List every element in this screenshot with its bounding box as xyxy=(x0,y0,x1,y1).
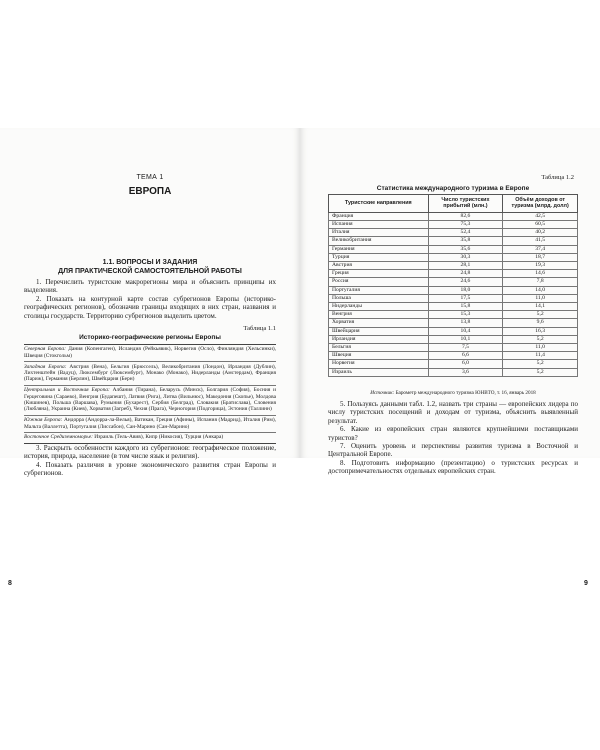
receipts-cell: 19,3 xyxy=(503,262,578,270)
table-row xyxy=(329,360,578,368)
arrivals-cell: 7,5 xyxy=(428,344,503,352)
table-caption: Таблица 1.2 xyxy=(541,174,574,181)
page-number-right: 9 xyxy=(584,580,588,587)
section-heading-line2: ДЛЯ ПРАКТИЧЕСКОЙ САМОСТОЯТЕЛЬНОЙ РАБОТЫ xyxy=(58,268,242,275)
table-row xyxy=(329,253,578,261)
receipts-cell: 5,2 xyxy=(503,360,578,368)
table-header-row xyxy=(329,195,578,213)
regions-table xyxy=(24,344,276,444)
receipts-cell: 18,7 xyxy=(503,253,578,261)
region-countries: Австрия (Вена), Бельгия (Брюссель), Великобритания (Лондон), Ирландия (Дублин), Лихтенштейн (Вадуц), Люксембург (Люксембург), Монако (Монако), Нидерланды (Амстердам), Франция (Париж), Германия (Берлин), Швейцария (Берн) xyxy=(24,363,276,383)
arrivals-cell: 15,3 xyxy=(428,311,503,319)
column-header: Объём доходов от туризма (млрд. долл) xyxy=(503,195,578,213)
receipts-cell: 41,5 xyxy=(503,237,578,245)
country-cell: Бельгия xyxy=(329,344,429,352)
arrivals-cell: 30,3 xyxy=(428,253,503,261)
arrivals-cell: 13,8 xyxy=(428,319,503,327)
table-row xyxy=(329,327,578,335)
table-row xyxy=(329,311,578,319)
arrivals-cell: 18,0 xyxy=(428,286,503,294)
task-paragraph: 8. Подготовить информацию (презентацию) о туристских ресурсах и достопримечательностях отдельных европейских стран. xyxy=(328,458,578,476)
country-cell: Россия xyxy=(329,278,429,286)
table-row xyxy=(329,270,578,278)
table-row xyxy=(329,212,578,220)
receipts-cell: 16,3 xyxy=(503,327,578,335)
source-text: Барометр международного туризма ЮНВТО, т. 16, январь 2018 xyxy=(394,390,536,396)
table-row xyxy=(329,221,578,229)
receipts-cell: 5,2 xyxy=(503,335,578,343)
tasks-after xyxy=(24,444,276,478)
task-paragraph: 3. Раскрыть особенности каждого из субрегионов: географическое положение, история, природа, население (в том числе язык и религия). xyxy=(24,444,276,461)
table-row xyxy=(329,335,578,343)
table-row xyxy=(329,344,578,352)
country-cell: Швеция xyxy=(329,352,429,360)
region-name: Центральная и Восточная Европа: xyxy=(24,387,110,394)
task-paragraph: 7. Оценить уровень и перспективы развития туризма в Восточной и Центральной Европе. xyxy=(328,442,578,459)
arrivals-cell: 17,5 xyxy=(428,294,503,302)
receipts-cell: 60,5 xyxy=(503,221,578,229)
region-name: Южная Европа: xyxy=(24,417,63,424)
table-row xyxy=(329,229,578,237)
arrivals-cell: 6,0 xyxy=(428,360,503,368)
table-row xyxy=(329,368,578,376)
book-spread xyxy=(0,128,600,478)
receipts-cell: 5,2 xyxy=(503,311,578,319)
country-cell: Греция xyxy=(329,270,429,278)
arrivals-cell: 24,6 xyxy=(428,278,503,286)
region-row xyxy=(24,433,276,443)
receipts-cell: 40,2 xyxy=(503,229,578,237)
region-row xyxy=(24,362,276,386)
arrivals-cell: 75,3 xyxy=(428,221,503,229)
task-paragraph: 5. Пользуясь данными табл. 1.2, назвать три страны — европейских лидера по числу туристских посещений и доходам от туризма, объяснить выявленный результат. xyxy=(328,400,578,425)
receipts-cell: 14,0 xyxy=(503,286,578,294)
tasks-right xyxy=(328,400,578,476)
region-row xyxy=(24,345,276,362)
table-row xyxy=(329,278,578,286)
task-paragraph: 6. Какие из европейских стран являются крупнейшими поставщиками туристов? xyxy=(328,425,578,442)
table-row xyxy=(329,237,578,245)
arrivals-cell: 15,8 xyxy=(428,303,503,311)
country-cell: Хорватия xyxy=(329,319,429,327)
table-source xyxy=(328,390,578,396)
receipts-cell: 42,5 xyxy=(503,212,578,220)
tasks-before xyxy=(24,278,276,320)
table-title: Статистика международного туризма в Европе xyxy=(376,185,530,192)
country-cell: Великобритания xyxy=(329,237,429,245)
table-row xyxy=(329,303,578,311)
arrivals-cell: 52,4 xyxy=(428,229,503,237)
task-paragraph: 1. Перечислить туристские макрорегионы мира и объяснить принципы их выделения. xyxy=(24,278,276,295)
receipts-cell: 37,4 xyxy=(503,245,578,253)
receipts-cell: 14,1 xyxy=(503,303,578,311)
country-cell: Турция xyxy=(329,253,429,261)
country-cell: Нидерланды xyxy=(329,303,429,311)
country-cell: Израиль xyxy=(329,368,429,376)
arrivals-cell: 35,6 xyxy=(428,245,503,253)
source-label: Источник: xyxy=(370,390,395,396)
table-caption: Таблица 1.1 xyxy=(243,325,276,332)
page-number-left: 8 xyxy=(8,580,12,587)
theme-title: ЕВРОПА xyxy=(128,186,172,197)
region-countries: Дания (Копенгаген), Исландия (Рейкьявик), Норвегия (Осло), Финляндия (Хельсинки), Швеция (Стокгольм) xyxy=(24,346,276,359)
region-name: Западная Европа: xyxy=(24,363,67,370)
country-cell: Венгрия xyxy=(329,311,429,319)
section-heading xyxy=(24,258,276,276)
receipts-cell: 11,4 xyxy=(503,352,578,360)
arrivals-cell: 24,8 xyxy=(428,270,503,278)
region-row xyxy=(24,416,276,433)
country-cell: Италия xyxy=(329,229,429,237)
table-title: Историко-географические регионы Европы xyxy=(79,334,221,341)
country-cell: Франция xyxy=(329,212,429,220)
receipts-cell: 14,6 xyxy=(503,270,578,278)
region-row xyxy=(24,386,276,416)
table-row xyxy=(329,319,578,327)
region-name: Восточное Средиземноморье: xyxy=(24,434,93,441)
arrivals-cell: 35,8 xyxy=(428,237,503,245)
region-countries: Андорра (Андорра-ла-Велья), Ватикан, Греция (Афины), Испания (Мадрид), Италия (Рим), Мальта (Валлетта), Португалия (Лиссабон), Сан-Марино (Сан-Марино) xyxy=(24,417,276,430)
task-paragraph: 4. Показать различия в уровне экономического развития стран Европы и субрегионов. xyxy=(24,460,276,478)
theme-number: ТЕМА 1 xyxy=(136,174,164,181)
region-countries: Албания (Тирана), Беларусь (Минск), Болгария (София), Босния и Герцеговина (Сараево), Венгрия (Будапешт), Латвия (Рига), Литва (Вильнюс), Македония (Скопье), Молдова (Кишинев), Польша (Варшава), Румыния (Бухарест), Сербия (Белград), Словакия (Братислава), Словения (Любляна), Украина (Киев), Хорватия (Загреб), Чехия (Прага), Черногория (Подгорица), Эстония (Таллинн) xyxy=(24,387,276,413)
arrivals-cell: 82,6 xyxy=(428,212,503,220)
section-heading-line1: 1.1. ВОПРОСЫ И ЗАДАНИЯ xyxy=(102,259,198,266)
arrivals-cell: 6,6 xyxy=(428,352,503,360)
receipts-cell: 5,2 xyxy=(503,368,578,376)
country-cell: Польша xyxy=(329,294,429,302)
arrivals-cell: 10,1 xyxy=(428,335,503,343)
country-cell: Португалия xyxy=(329,286,429,294)
receipts-cell: 11,0 xyxy=(503,294,578,302)
table-row xyxy=(329,352,578,360)
country-cell: Германия xyxy=(329,245,429,253)
region-countries: Израиль (Тель-Авив), Кипр (Никосия), Турция (Анкара) xyxy=(92,434,224,441)
receipts-cell: 9,6 xyxy=(503,319,578,327)
arrivals-cell: 28,1 xyxy=(428,262,503,270)
receipts-cell: 7,8 xyxy=(503,278,578,286)
arrivals-cell: 10,4 xyxy=(428,327,503,335)
table-row xyxy=(329,245,578,253)
country-cell: Ирландия xyxy=(329,335,429,343)
country-cell: Австрия xyxy=(329,262,429,270)
country-cell: Швейцария xyxy=(329,327,429,335)
left-page xyxy=(0,128,300,478)
receipts-cell: 11,0 xyxy=(503,344,578,352)
table-row xyxy=(329,294,578,302)
region-name: Северная Европа: xyxy=(24,346,66,353)
column-header: Число туристских прибытий (млн.) xyxy=(428,195,503,213)
country-cell: Испания xyxy=(329,221,429,229)
column-header: Туристские направления xyxy=(329,195,429,213)
country-cell: Норвегия xyxy=(329,360,429,368)
table-row xyxy=(329,286,578,294)
arrivals-cell: 3,6 xyxy=(428,368,503,376)
table-row xyxy=(329,262,578,270)
task-paragraph: 2. Показать на контурной карте состав субрегионов Европы (историко-географических регионов), обозначив границы входящих в них стран, названия и столицы государств. Территорию субрегионов выделить цветом. xyxy=(24,294,276,320)
tourism-stats-table xyxy=(328,194,578,377)
right-page xyxy=(300,128,600,476)
